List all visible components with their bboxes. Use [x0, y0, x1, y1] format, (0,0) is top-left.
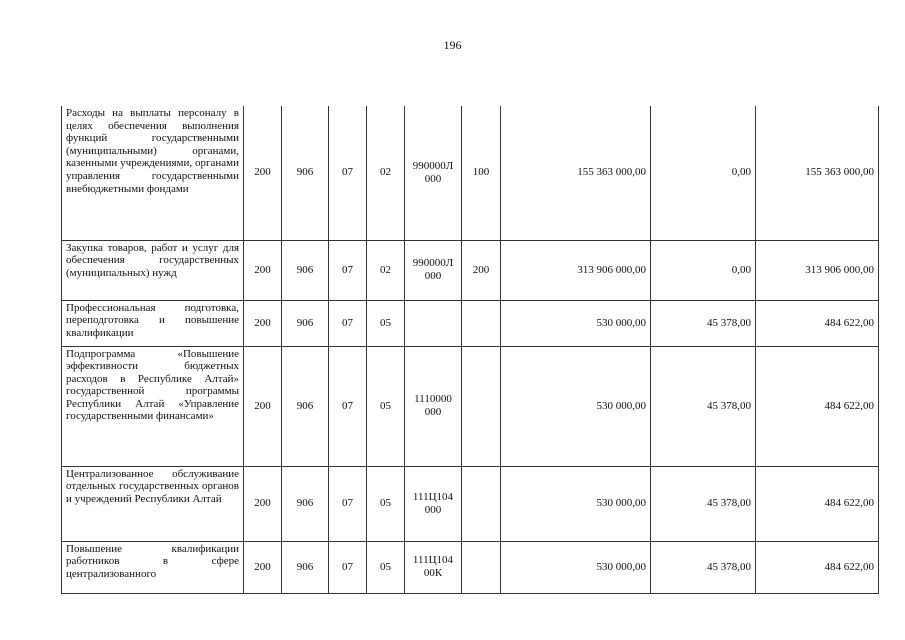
- target-article-code: 111Ц104 00К: [405, 541, 462, 593]
- ministry-code: 906: [282, 240, 329, 300]
- target-article-code: 1110000 000: [405, 346, 462, 466]
- ministry-code: 906: [282, 466, 329, 541]
- admin-code: 200: [244, 106, 282, 240]
- change-amount: 0,00: [651, 106, 756, 240]
- budget-table: [61, 106, 879, 594]
- ministry-code: 906: [282, 106, 329, 240]
- target-article-code: 990000Л 000: [405, 240, 462, 300]
- target-article-code: 111Ц104 000: [405, 466, 462, 541]
- table-row: [62, 106, 879, 240]
- admin-code: 200: [244, 541, 282, 593]
- table-row: [62, 541, 879, 593]
- target-article-code: 990000Л 000: [405, 106, 462, 240]
- total-amount: 313 906 000,00: [756, 240, 879, 300]
- row-name: Расходы на выплаты персоналу в целях обеспечения выполнения функций государственными (муниципальными) органами, казенными учреждениями, органами управления государственными внебюджетными фондами: [62, 106, 244, 240]
- approved-amount: 530 000,00: [501, 346, 651, 466]
- subsection-code: 05: [367, 346, 405, 466]
- change-amount: 45 378,00: [651, 466, 756, 541]
- row-name: Профессиональная подготовка, переподготовка и повышение квалификации: [62, 300, 244, 346]
- expense-type-code: 200: [462, 240, 501, 300]
- expense-type-code: [462, 541, 501, 593]
- section-code: 07: [329, 346, 367, 466]
- subsection-code: 02: [367, 106, 405, 240]
- subsection-code: 05: [367, 466, 405, 541]
- row-name: Подпрограмма «Повышение эффективности бюджетных расходов в Республике Алтай» государственной программы Республики Алтай «Управление государственными финансами»: [62, 346, 244, 466]
- subsection-code: 05: [367, 300, 405, 346]
- section-code: 07: [329, 106, 367, 240]
- table-row: [62, 240, 879, 300]
- total-amount: 484 622,00: [756, 466, 879, 541]
- admin-code: 200: [244, 346, 282, 466]
- approved-amount: 530 000,00: [501, 300, 651, 346]
- section-code: 07: [329, 466, 367, 541]
- expense-type-code: 100: [462, 106, 501, 240]
- table-row: [62, 300, 879, 346]
- row-name: Централизованное обслуживание отдельных государственных органов и учреждений Республики Алтай: [62, 466, 244, 541]
- section-code: 07: [329, 300, 367, 346]
- admin-code: 200: [244, 300, 282, 346]
- row-name: Повышение квалификации работников в сфере централизованного: [62, 541, 244, 593]
- approved-amount: 313 906 000,00: [501, 240, 651, 300]
- change-amount: 45 378,00: [651, 346, 756, 466]
- expense-type-code: [462, 466, 501, 541]
- total-amount: 484 622,00: [756, 346, 879, 466]
- row-name: Закупка товаров, работ и услуг для обеспечения государственных (муниципальных) нужд: [62, 240, 244, 300]
- expense-type-code: [462, 300, 501, 346]
- table-row: [62, 346, 879, 466]
- page-number: 196: [443, 38, 462, 52]
- total-amount: 155 363 000,00: [756, 106, 879, 240]
- change-amount: 45 378,00: [651, 541, 756, 593]
- change-amount: 0,00: [651, 240, 756, 300]
- ministry-code: 906: [282, 541, 329, 593]
- total-amount: 484 622,00: [756, 541, 879, 593]
- subsection-code: 02: [367, 240, 405, 300]
- approved-amount: 530 000,00: [501, 541, 651, 593]
- ministry-code: 906: [282, 300, 329, 346]
- change-amount: 45 378,00: [651, 300, 756, 346]
- target-article-code: [405, 300, 462, 346]
- approved-amount: 155 363 000,00: [501, 106, 651, 240]
- section-code: 07: [329, 240, 367, 300]
- subsection-code: 05: [367, 541, 405, 593]
- table-row: [62, 466, 879, 541]
- expense-type-code: [462, 346, 501, 466]
- approved-amount: 530 000,00: [501, 466, 651, 541]
- admin-code: 200: [244, 240, 282, 300]
- ministry-code: 906: [282, 346, 329, 466]
- section-code: 07: [329, 541, 367, 593]
- total-amount: 484 622,00: [756, 300, 879, 346]
- admin-code: 200: [244, 466, 282, 541]
